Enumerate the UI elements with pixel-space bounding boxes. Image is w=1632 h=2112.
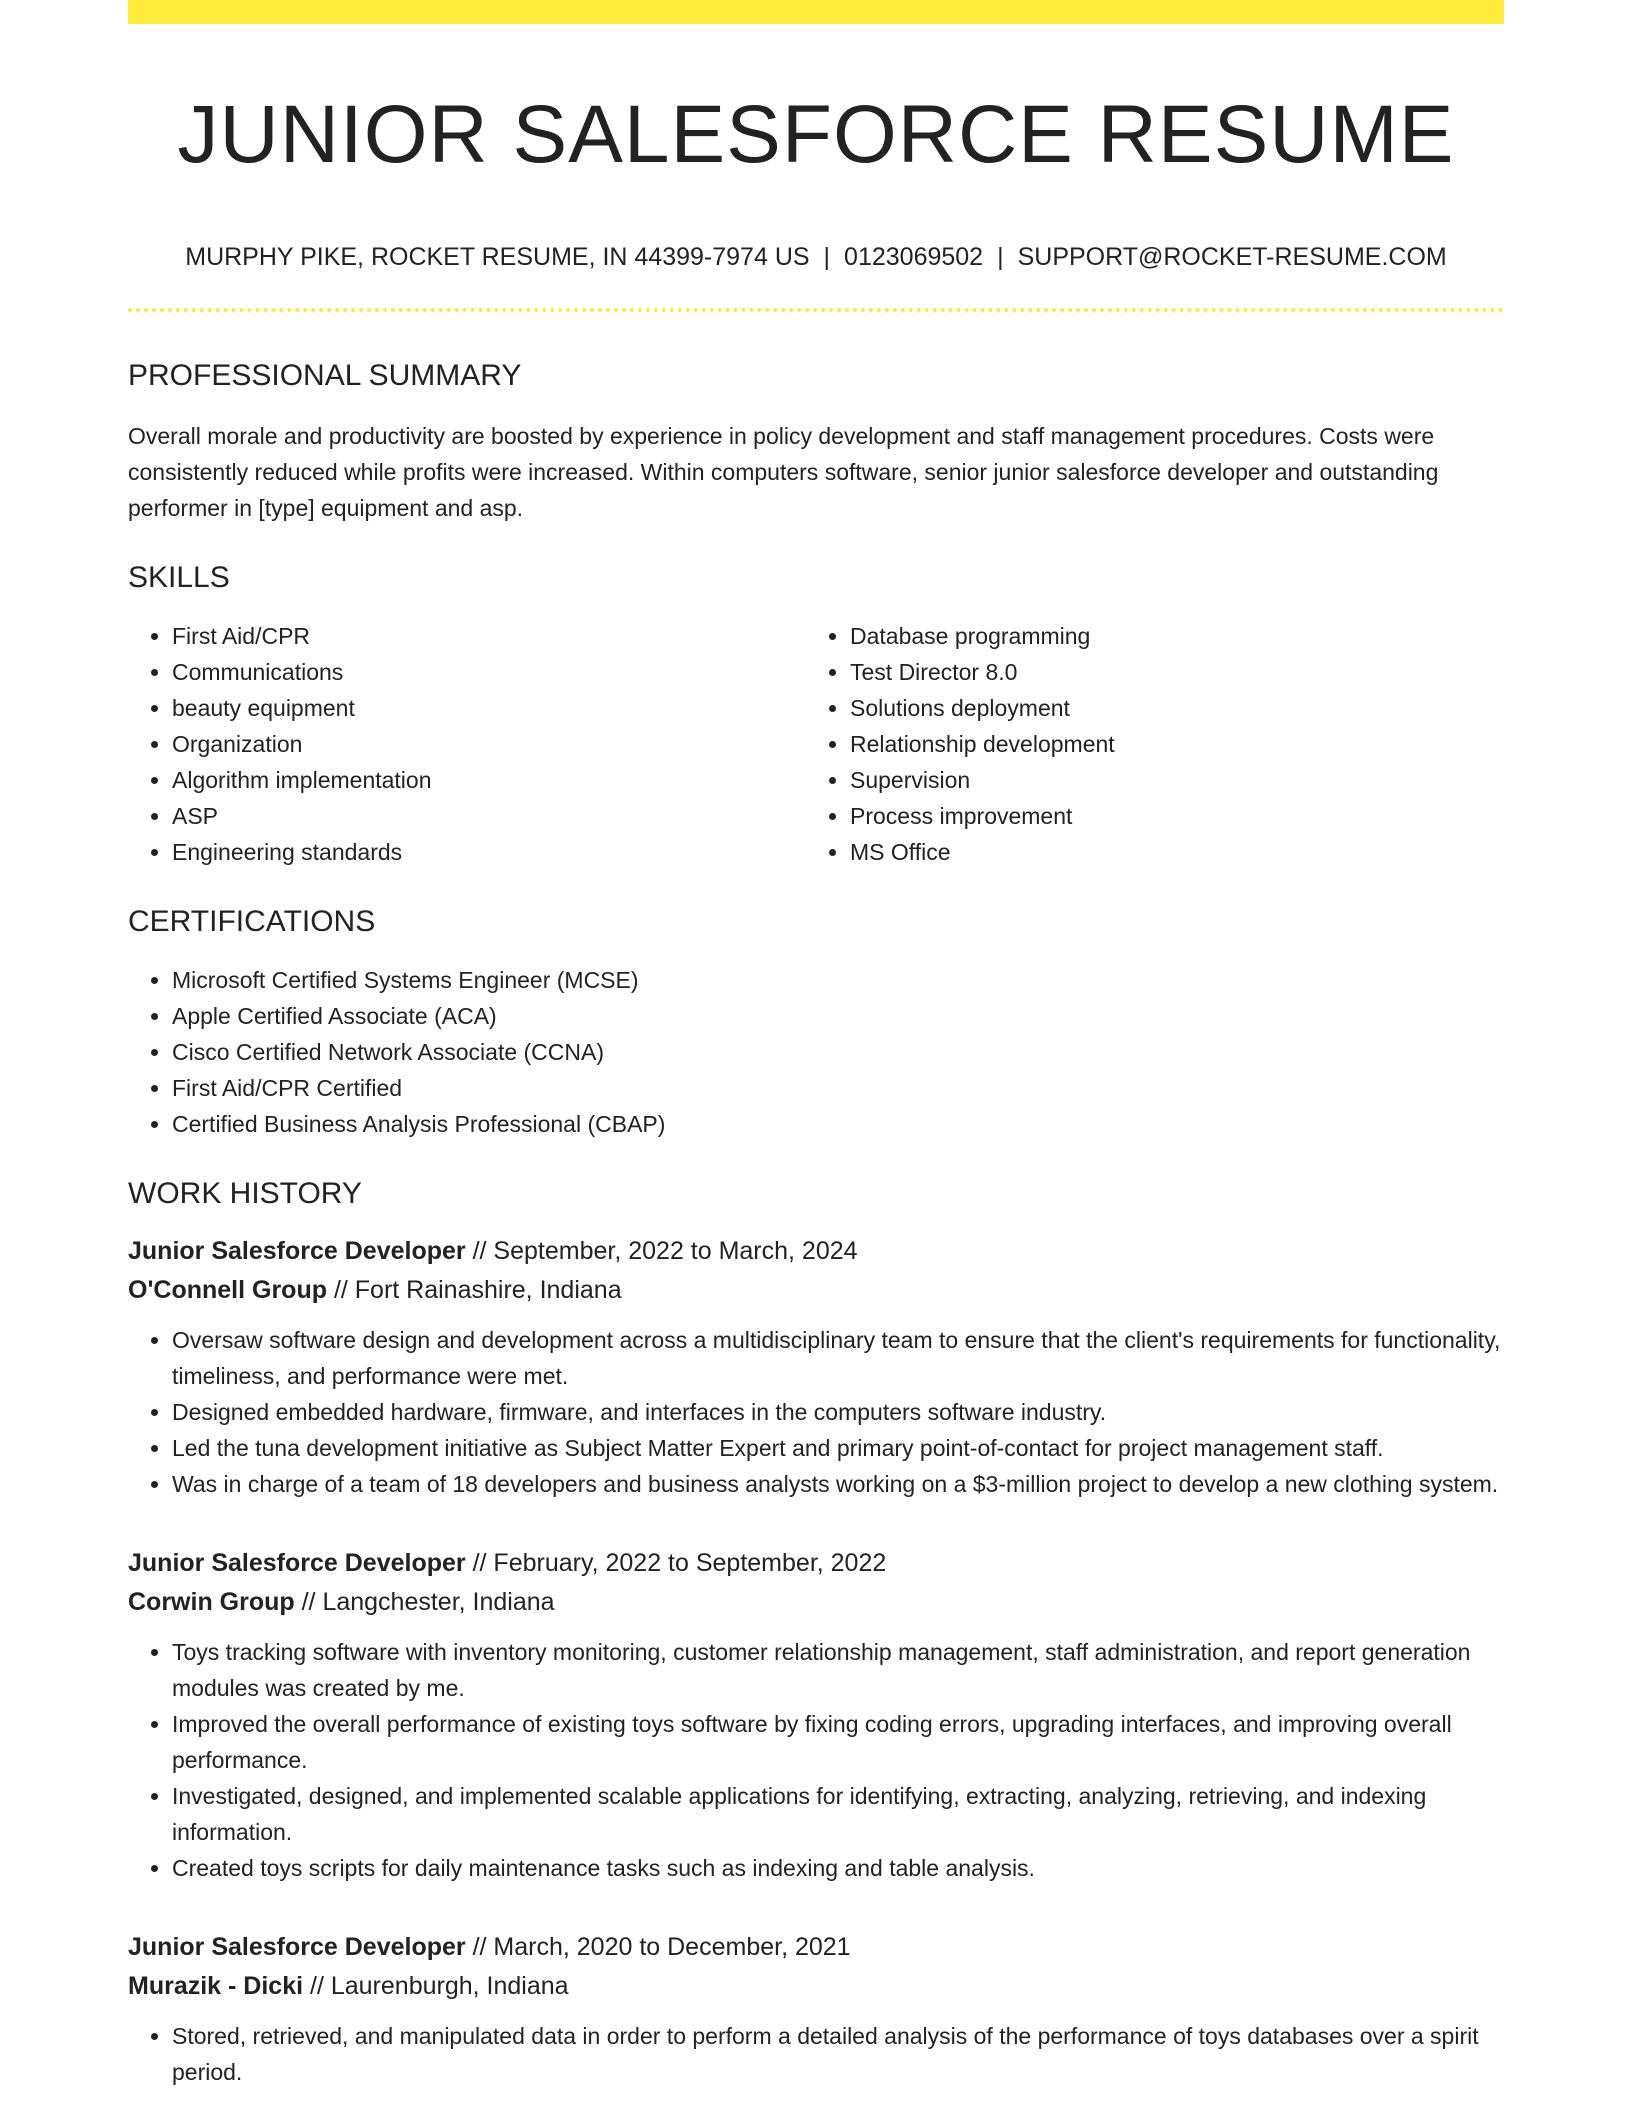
summary-section [128, 358, 1504, 526]
summary-heading: PROFESSIONAL SUMMARY [128, 359, 522, 393]
skills-grid [128, 596, 1504, 870]
job-company-line [128, 1583, 1504, 1622]
list-item: • Engineering standards [172, 834, 816, 870]
list-item: • MS Office [850, 834, 1504, 870]
job-title-line [128, 1928, 1504, 1967]
list-item: • Process improvement [850, 798, 1504, 834]
job-company-line [128, 1271, 1504, 1310]
list-item: • First Aid/CPR Certified [172, 1070, 1504, 1106]
work-history-heading: WORK HISTORY [128, 1177, 362, 1211]
list-item: • Certified Business Analysis Professional (CBAP) [172, 1106, 1504, 1142]
job-entry [128, 1544, 1504, 1886]
job-company: Corwin Group [128, 1588, 295, 1617]
skills-list-left [128, 618, 816, 870]
certifications-section [128, 904, 1504, 1142]
list-item: • Microsoft Certified Systems Engineer (MCSE) [172, 962, 1504, 998]
job-location: // Laurenburgh, Indiana [303, 1972, 569, 2001]
list-item: • Cisco Certified Network Associate (CCNA) [172, 1034, 1504, 1070]
resume-page [128, 0, 1504, 2090]
job-entry [128, 1232, 1504, 1502]
accent-top-bar [128, 0, 1504, 24]
job-dates: // September, 2022 to March, 2024 [465, 1237, 858, 1266]
list-item: • Led the tuna development initiative as Subject Matter Expert and primary point-of-contact for project management staff. [172, 1430, 1504, 1466]
work-history-section [128, 1176, 1504, 2090]
list-item: • Organization [172, 726, 816, 762]
job-bullets [128, 1322, 1504, 1502]
contact-separator: | [997, 243, 1004, 272]
list-item: • Was in charge of a team of 18 developers and business analysts working on a $3-million project to develop a new clothing system. [172, 1466, 1504, 1502]
contact-line [128, 242, 1504, 272]
job-location: // Langchester, Indiana [294, 1588, 555, 1617]
job-bullets [128, 2018, 1504, 2090]
job-company-line [128, 1967, 1504, 2006]
header-divider [128, 308, 1504, 312]
list-item: • Algorithm implementation [172, 762, 816, 798]
job-dates: // March, 2020 to December, 2021 [465, 1933, 851, 1962]
certifications-list [128, 962, 1504, 1142]
list-item: • beauty equipment [172, 690, 816, 726]
list-item: • Communications [172, 654, 816, 690]
job-bullets [128, 1634, 1504, 1886]
jobs-container [128, 1232, 1504, 2090]
list-item: • Improved the overall performance of existing toys software by fixing coding errors, upgrading interfaces, and improving overall performance. [172, 1706, 1504, 1778]
job-title: Junior Salesforce Developer [128, 1237, 466, 1266]
contact-email: SUPPORT@ROCKET-RESUME.COM [1017, 243, 1447, 272]
skills-heading: SKILLS [128, 561, 230, 595]
list-item: • Test Director 8.0 [850, 654, 1504, 690]
list-item: • Supervision [850, 762, 1504, 798]
job-location: // Fort Rainashire, Indiana [327, 1276, 622, 1305]
list-item: • ASP [172, 798, 816, 834]
list-item: • Created toys scripts for daily maintenance tasks such as indexing and table analysis. [172, 1850, 1504, 1886]
list-item: • Investigated, designed, and implemented scalable applications for identifying, extracting, analyzing, retrieving, and indexing information. [172, 1778, 1504, 1850]
job-title-line [128, 1544, 1504, 1583]
resume-title: JUNIOR SALESFORCE RESUME [177, 89, 1455, 180]
job-dates: // February, 2022 to September, 2022 [465, 1549, 887, 1578]
list-item: • Oversaw software design and development across a multidisciplinary team to ensure that the client's requirements for functionality, timeliness, and performance were met. [172, 1322, 1504, 1394]
contact-phone: 0123069502 [844, 243, 984, 272]
list-item: • Database programming [850, 618, 1504, 654]
skills-list-right [816, 618, 1504, 870]
job-title-line [128, 1232, 1504, 1271]
certifications-heading: CERTIFICATIONS [128, 905, 376, 939]
list-item: • Apple Certified Associate (ACA) [172, 998, 1504, 1034]
job-title: Junior Salesforce Developer [128, 1549, 466, 1578]
list-item: • Designed embedded hardware, firmware, and interfaces in the computers software industry. [172, 1394, 1504, 1430]
job-company: Murazik - Dicki [128, 1972, 304, 2001]
skills-section [128, 560, 1504, 870]
list-item: • Relationship development [850, 726, 1504, 762]
list-item: • Toys tracking software with inventory monitoring, customer relationship management, staff administration, and report generation modules was created by me. [172, 1634, 1504, 1706]
job-title: Junior Salesforce Developer [128, 1933, 466, 1962]
job-entry [128, 1928, 1504, 2090]
list-item: • Solutions deployment [850, 690, 1504, 726]
list-item: • Stored, retrieved, and manipulated data in order to perform a detailed analysis of the performance of toys databases over a spirit period. [172, 2018, 1504, 2090]
contact-separator: | [823, 243, 831, 272]
list-item: • First Aid/CPR [172, 618, 816, 654]
job-company: O'Connell Group [128, 1276, 327, 1305]
summary-text: Overall morale and productivity are boosted by experience in policy development and staff management procedures. Costs were consistently reduced while profits were increased. Within computers software, senior junior salesforce developer and outstanding performer in [type] equipment and asp. [128, 423, 1439, 522]
contact-address: MURPHY PIKE, ROCKET RESUME, IN 44399-7974 US [185, 243, 810, 272]
